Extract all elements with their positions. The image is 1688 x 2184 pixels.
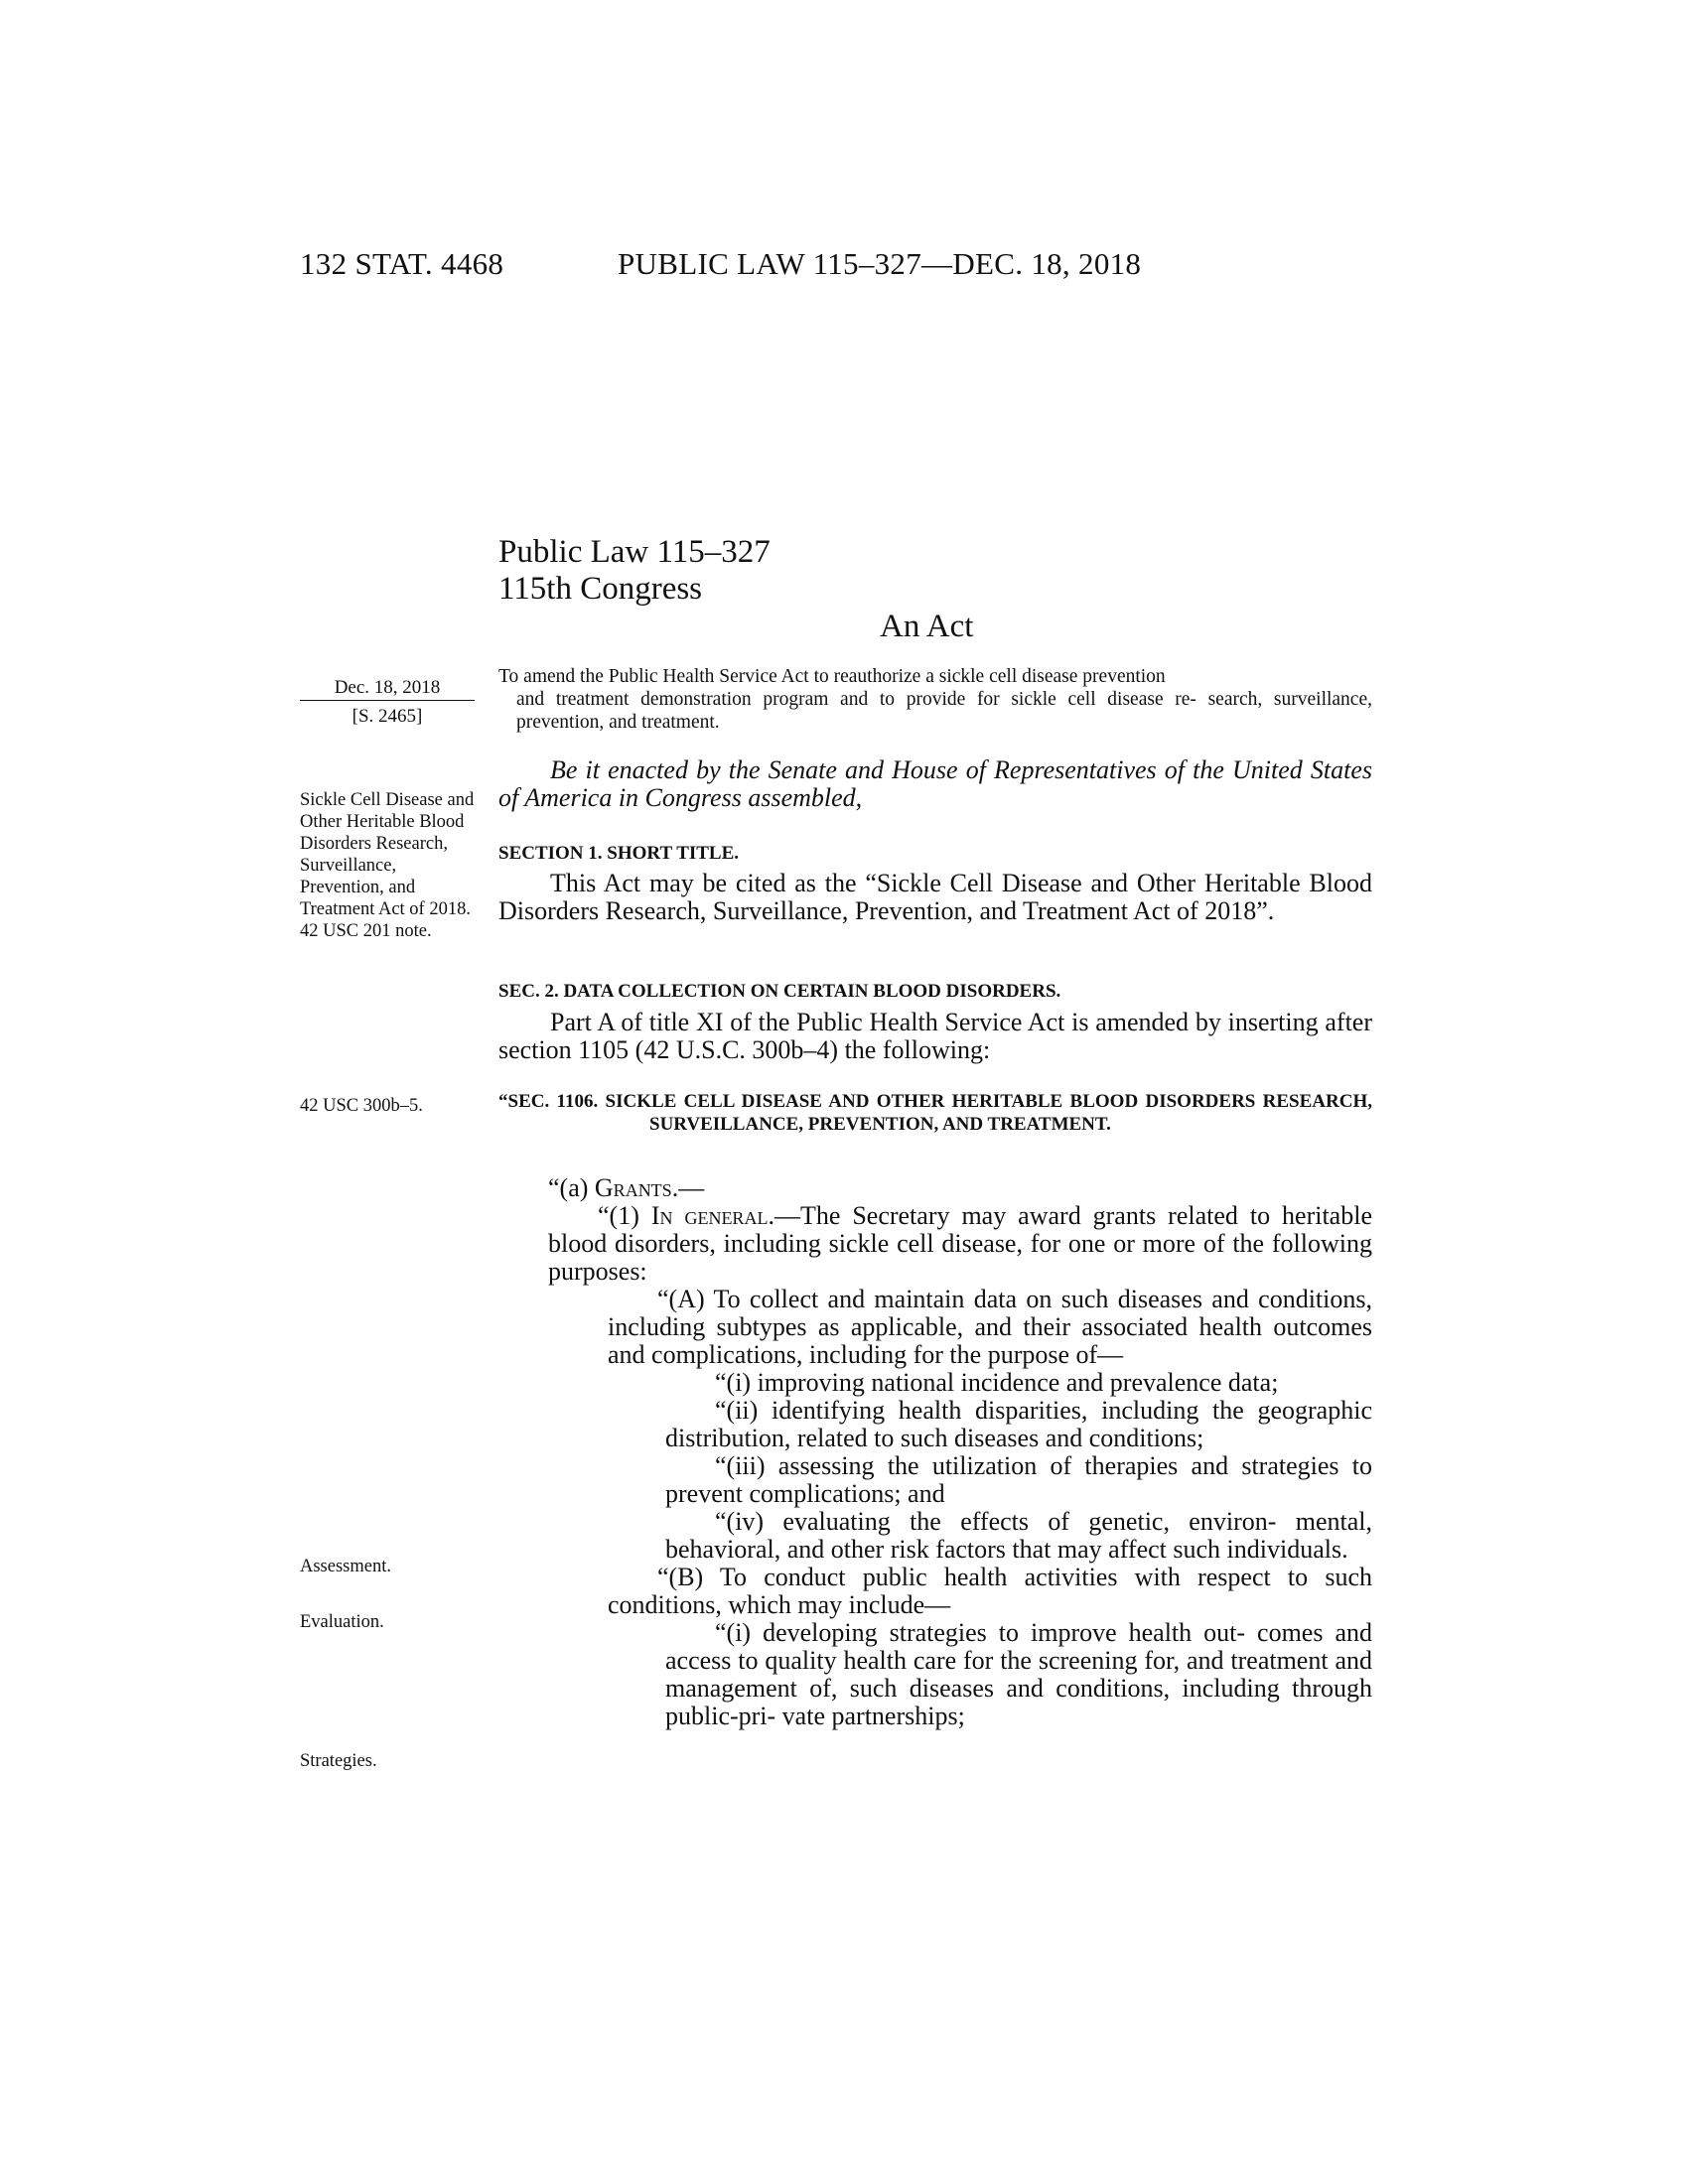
subsection-a-heading [498, 1174, 1372, 1202]
margin-date-block [300, 672, 475, 729]
clause-a-ii: “(ii) identifying health disparities, including the geographic distribution, related to such diseases and conditions; [665, 1396, 1372, 1452]
enacting-clause [498, 756, 1372, 812]
law-title: Public Law 115–327 [498, 534, 771, 570]
purpose-line-1: To amend the Public Health Service Act to reauthorize a sickle cell disease prevention [498, 666, 1166, 687]
subsection-a-prefix: “(a) [548, 1173, 595, 1202]
enacting-clause-text: Be it enacted by the Senate and House of Representatives of the United States of America in Congress assembled, [498, 755, 1372, 812]
margin-short-title-usc: 42 USC 201 note. [300, 921, 432, 941]
margin-usc-300b5: 42 USC 300b–5. [300, 1096, 423, 1116]
section-2-text: Part A of title XI of the Public Health Service Act is amended by inserting after section 1105 (42 U.S.C. 300b–4) the following: [498, 1008, 1372, 1064]
margin-strategies: Strategies. [300, 1751, 377, 1771]
section-2-heading: SEC. 2. DATA COLLECTION ON CERTAIN BLOOD DISORDERS. [498, 981, 1061, 1002]
section-1106-body [498, 1174, 1372, 1730]
margin-short-title-text: Sickle Cell Disease and Other Heritable Blood Disorders Research, Surveillance, Prevention, and Treatment Act of 2018. [300, 790, 475, 919]
section-1-text: This Act may be cited as the “Sickle Cell Disease and Other Heritable Blood Disorders Research, Surveillance, Prevention, and Treatment Act of 2018”. [498, 869, 1372, 925]
congress-line: 115th Congress [498, 571, 703, 607]
act-purpose [498, 665, 1372, 734]
margin-date: Dec. 18, 2018 [300, 676, 475, 701]
section-1-body [498, 870, 1372, 925]
margin-short-title-note [300, 789, 477, 942]
margin-assessment: Assessment. [300, 1557, 391, 1576]
clause-a-iv: “(iv) evaluating the effects of genetic, environ- mental, behavioral, and other risk factors that may affect such individuals. [665, 1507, 1372, 1564]
paragraph-1 [498, 1202, 1372, 1286]
subsection-a-dash: .— [671, 1173, 705, 1202]
section-1-heading: SECTION 1. SHORT TITLE. [498, 843, 740, 864]
subsection-a-title: Grants [594, 1173, 672, 1202]
subparagraph-a: “(A) To collect and maintain data on such diseases and conditions, including subtypes as applicable, and their associated health outcomes and complications, including for the purpose of— [608, 1285, 1372, 1369]
clause-a-iii: “(iii) assessing the utilization of therapies and strategies to prevent complications; and [665, 1451, 1372, 1508]
paragraph-1-text: .—The Secretary may award grants related to heritable blood disorders, including sickle cell disease, for one or more of the following purposes: [548, 1201, 1372, 1286]
section-1106-heading [498, 1090, 1372, 1136]
margin-evaluation: Evaluation. [300, 1612, 384, 1632]
section-2-body [498, 1009, 1372, 1064]
stat-page-reference: 132 STAT. 4468 [300, 246, 504, 281]
margin-bill-number: [S. 2465] [352, 706, 423, 727]
act-heading: An Act [880, 609, 974, 644]
subparagraph-b: “(B) To conduct public health activities with respect to such conditions, which may include— [608, 1563, 1372, 1619]
purpose-continuation: and treatment demonstration program and to provide for sickle cell disease re- search, surveillance, prevention, and treatment. [516, 689, 1372, 733]
clause-a-i: “(i) improving national incidence and prevalence data; [715, 1368, 1279, 1397]
paragraph-1-title: In general [650, 1201, 769, 1230]
running-title: PUBLIC LAW 115–327—DEC. 18, 2018 [618, 246, 1142, 281]
paragraph-1-prefix: “(1) [598, 1201, 651, 1230]
clause-b-i: “(i) developing strategies to improve health out- comes and access to quality health care for the screening for, and treatment and management of, such diseases and conditions, including through public-pri- vate partnerships; [665, 1618, 1372, 1730]
section-1106-heading-text: “SEC. 1106. SICKLE CELL DISEASE AND OTHER HERITABLE BLOOD DISORDERS RESEARCH, SURVEILLANCE, PREVENTION, AND TREATMENT. [498, 1091, 1372, 1135]
